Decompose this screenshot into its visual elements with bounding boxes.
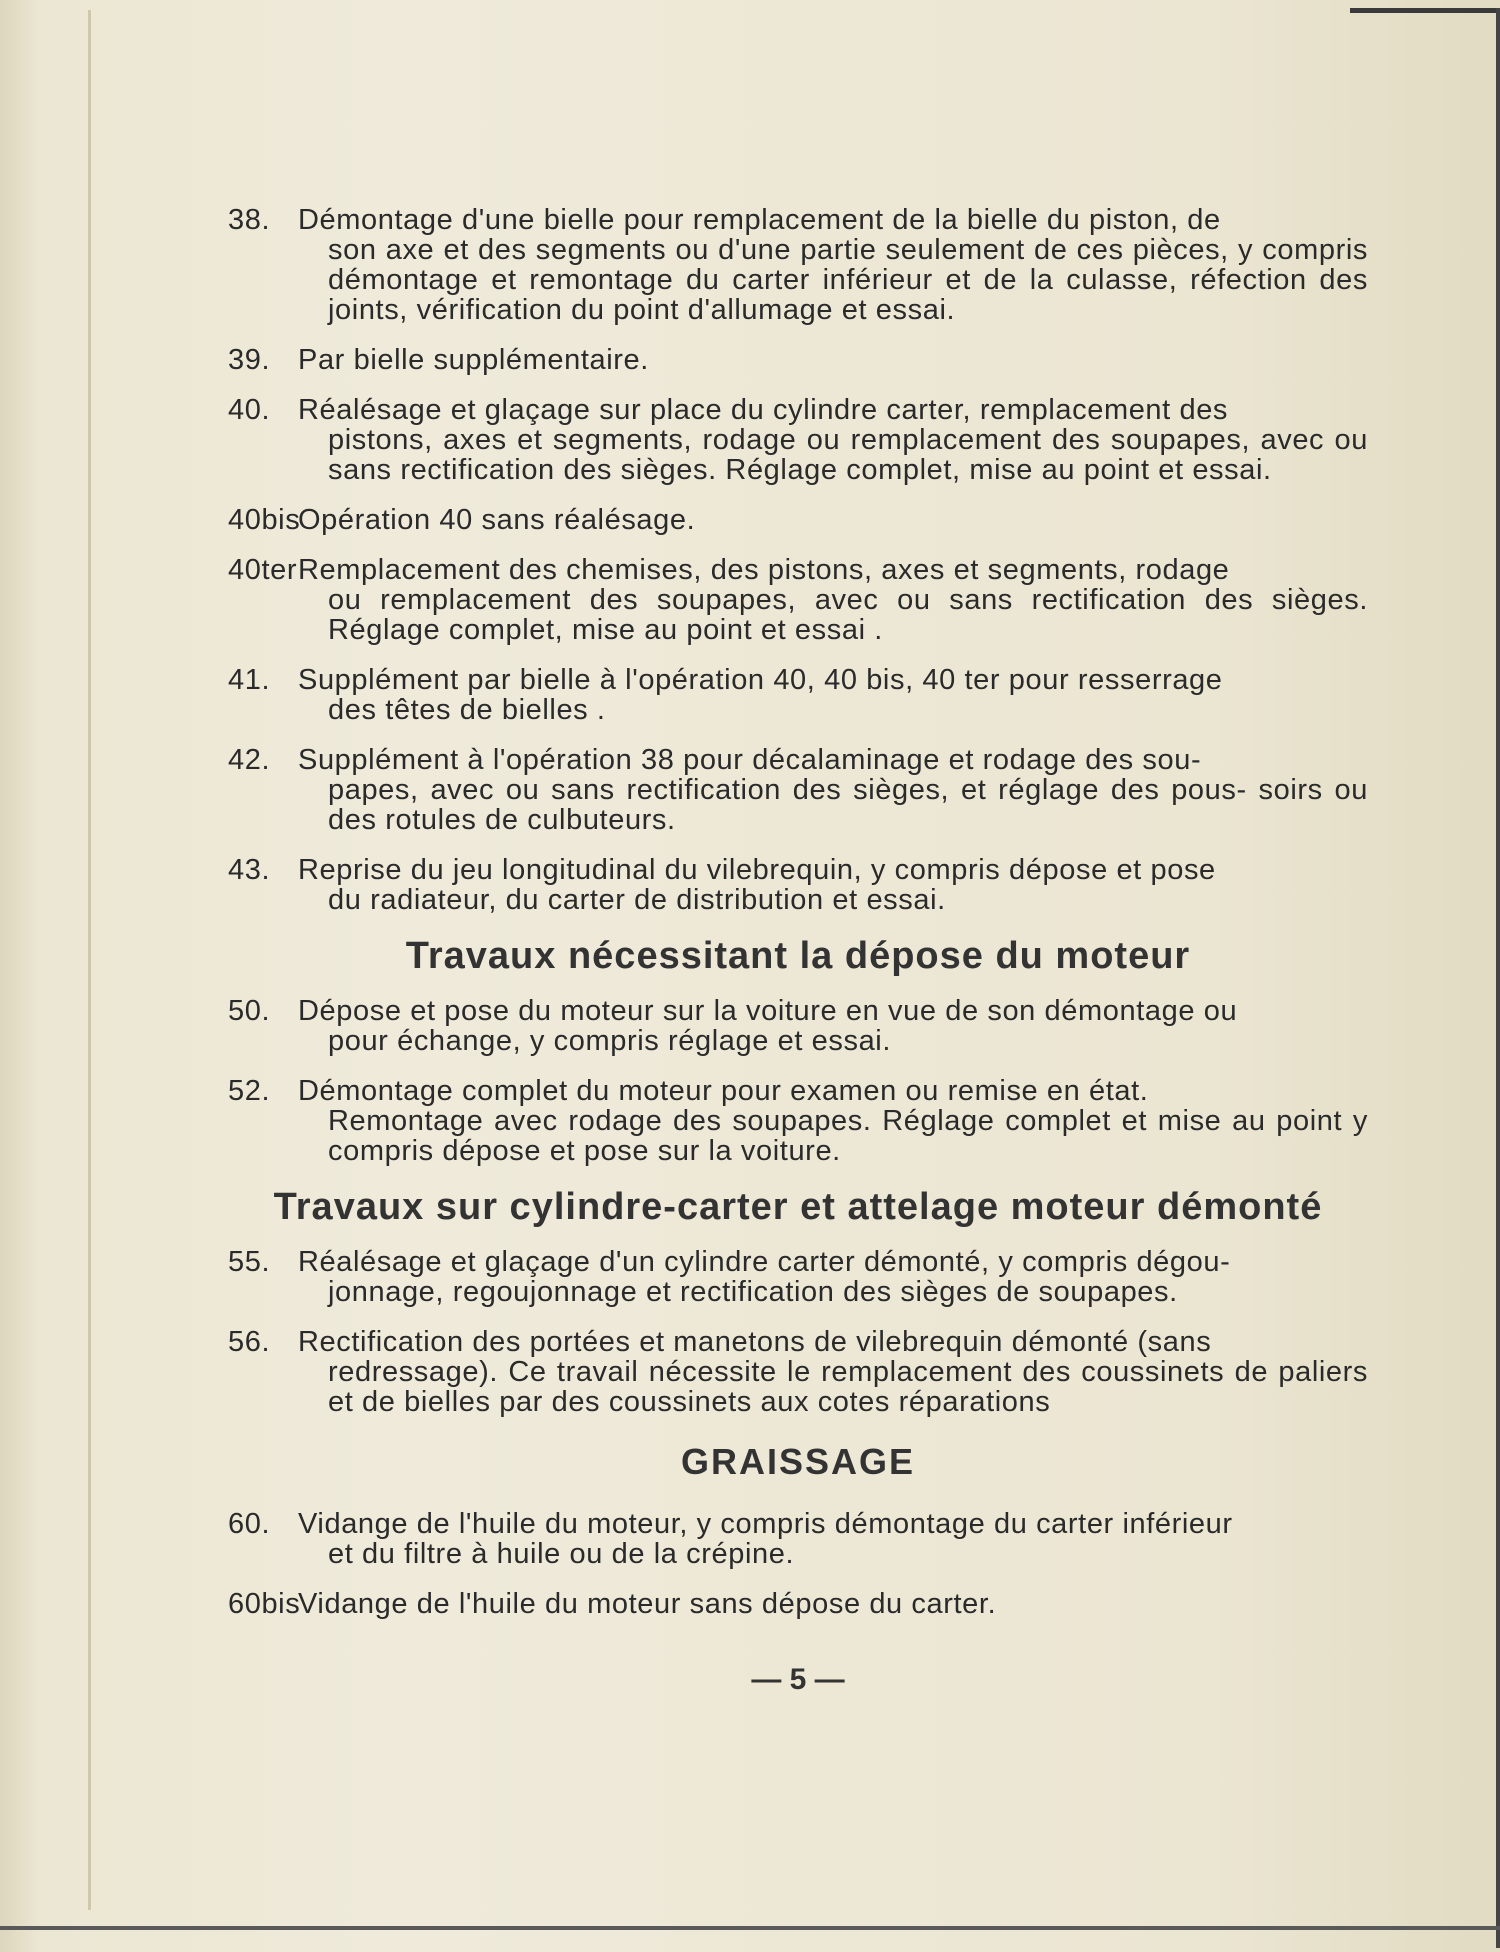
operation-description (298, 395, 1368, 485)
operation-number: 42. (228, 744, 271, 776)
operation-text-continuation: son axe et des segments ou d'une partie seulement de ces pièces, y compris démontage et remontage du carter inférieur et de la culasse, réfection des joints, vérification du point d'allumage et essai. (328, 234, 1368, 326)
operation-text-continuation: pistons, axes et segments, rodage ou remplacement des soupapes, avec ou sans rectification des sièges. Réglage complet, mise au point et essai. (328, 424, 1368, 486)
operation-description (298, 1247, 1368, 1307)
operation-number: 39. (228, 344, 271, 376)
operation-number: 52. (228, 1075, 271, 1107)
operation-description (298, 345, 1368, 375)
operation-item (228, 855, 1368, 915)
right-edge-shadow (1496, 8, 1500, 1948)
operation-text-first-line: Dépose et pose du moteur sur la voiture en vue de son démontage ou (298, 995, 1238, 1027)
operation-list (228, 205, 1368, 915)
operation-text-first-line: Démontage complet du moteur pour examen ou remise en état. (298, 1075, 1149, 1107)
operation-text-first-line: Supplément à l'opération 38 pour décalaminage et rodage des sou- (298, 744, 1202, 776)
operation-text-first-line: Réalésage et glaçage d'un cylindre carter démonté, y compris dégou- (298, 1246, 1231, 1278)
operation-description (298, 665, 1368, 725)
operation-text-first-line: Remplacement des chemises, des pistons, axes et segments, rodage (298, 554, 1230, 586)
operation-text-continuation: pour échange, y compris réglage et essai. (328, 1025, 892, 1057)
operation-text-first-line: Vidange de l'huile du moteur sans dépose du carter. (298, 1588, 997, 1620)
operation-text-continuation: redressage). Ce travail nécessite le remplacement des coussinets de paliers et de bielles par des coussinets aux cotes réparations (328, 1356, 1368, 1418)
operation-text-continuation: et du filtre à huile ou de la crépine. (328, 1538, 795, 1570)
operation-text-first-line: Supplément par bielle à l'opération 40, 40 bis, 40 ter pour resserrage (298, 664, 1223, 696)
operation-item (228, 205, 1368, 325)
operation-item (228, 1589, 1368, 1619)
section-heading: Travaux sur cylindre-carter et attelage moteur démonté (273, 1186, 1323, 1228)
operation-item (228, 395, 1368, 485)
page-number: — 5 — (751, 1663, 845, 1696)
bottom-edge-shadow (0, 1926, 1500, 1930)
section-heading: GRAISSAGE (680, 1441, 916, 1482)
operation-text-first-line: Réalésage et glaçage sur place du cylindre carter, remplacement des (298, 394, 1229, 426)
operation-description (298, 996, 1368, 1056)
operation-number: 60. (228, 1508, 271, 1540)
operation-item (228, 505, 1368, 535)
operation-text-first-line: Opération 40 sans réalésage. (298, 504, 696, 536)
operation-text-first-line: Démontage d'une bielle pour remplacement de la bielle du piston, de (298, 204, 1221, 236)
operation-item (228, 1509, 1368, 1569)
operation-number: 50. (228, 995, 271, 1027)
operation-text-continuation: papes, avec ou sans rectification des sièges, et réglage des pous- soirs ou des rotules de culbuteurs. (328, 774, 1368, 836)
operation-text-continuation: jonnage, regoujonnage et rectification des sièges de soupapes. (328, 1276, 1178, 1308)
operation-item (228, 555, 1368, 645)
operation-text-continuation: du radiateur, du carter de distribution et essai. (328, 884, 946, 916)
operation-description (298, 205, 1368, 325)
operation-description (298, 855, 1368, 915)
operation-number: 38. (228, 204, 271, 236)
operation-description (298, 505, 1368, 535)
operation-list (228, 1509, 1368, 1619)
operation-text-first-line: Rectification des portées et manetons de vilebrequin démonté (sans (298, 1326, 1212, 1358)
operation-text-first-line: Par bielle supplémentaire. (298, 344, 649, 376)
operation-item (228, 996, 1368, 1056)
operation-number: 40. (228, 394, 271, 426)
operation-item (228, 1327, 1368, 1417)
operation-number: 40bis (228, 504, 301, 536)
operation-number: 40ter (228, 554, 298, 586)
operation-text-first-line: Reprise du jeu longitudinal du vilebrequin, y compris dépose et pose (298, 854, 1216, 886)
operation-text-first-line: Vidange de l'huile du moteur, y compris démontage du carter inférieur (298, 1508, 1233, 1540)
operation-number: 43. (228, 854, 271, 886)
operation-description (298, 1509, 1368, 1569)
operation-number: 41. (228, 664, 271, 696)
operation-description (298, 1076, 1368, 1166)
operation-list (228, 1247, 1368, 1417)
operation-text-continuation: ou remplacement des soupapes, avec ou sans rectification des sièges. Réglage complet, mise au point et essai . (328, 584, 1368, 646)
operation-item (228, 345, 1368, 375)
operation-text-continuation: des têtes de bielles . (328, 694, 606, 726)
operation-item (228, 1247, 1368, 1307)
document-body (228, 205, 1368, 1697)
section-heading: Travaux nécessitant la dépose du moteur (405, 935, 1191, 977)
operation-text-continuation: Remontage avec rodage des soupapes. Réglage complet et mise au point y compris dépose et pose sur la voiture. (328, 1105, 1368, 1167)
operation-description (298, 555, 1368, 645)
top-edge-shadow (1350, 8, 1500, 13)
operation-description (298, 745, 1368, 835)
operation-description (298, 1589, 1368, 1619)
operation-item (228, 665, 1368, 725)
operation-number: 55. (228, 1246, 271, 1278)
operation-number: 56. (228, 1326, 271, 1358)
operation-list (228, 996, 1368, 1166)
binding-edge (88, 10, 91, 1910)
operation-description (298, 1327, 1368, 1417)
operation-item (228, 1076, 1368, 1166)
operation-number: 60bis (228, 1588, 301, 1620)
operation-item (228, 745, 1368, 835)
